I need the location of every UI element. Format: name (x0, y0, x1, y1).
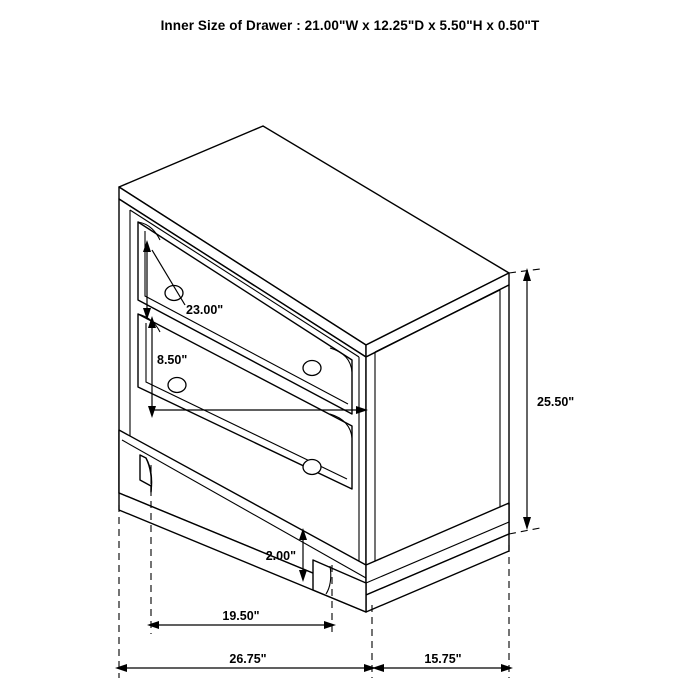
dim-1950-arrow-right (324, 621, 336, 629)
dim-2550-label: 25.50" (537, 395, 575, 409)
dim-1950-arrow-left (147, 621, 159, 629)
dim-1575-label: 15.75" (424, 652, 462, 666)
dim-2675-arrow-left (115, 664, 127, 672)
dim-2550-arrow-bottom (523, 517, 531, 530)
dim-2675-label: 26.75" (229, 652, 267, 666)
drawer-knob-bottom-right (303, 361, 321, 376)
dimension-2550 (509, 268, 574, 534)
page-title: Inner Size of Drawer : 21.00"W x 12.25"D x 5.50"H x 0.50"T (160, 18, 540, 33)
dim-1950-label: 19.50" (222, 609, 260, 623)
dim-23-label: 23.00" (186, 303, 224, 317)
dim-1575-arrow-right (501, 664, 513, 672)
dim-1575-arrow-left (372, 664, 384, 672)
drawer-knob-lower (303, 460, 321, 475)
dim-850-label: 8.50" (157, 353, 188, 367)
dim-2550-ext-top (509, 269, 540, 273)
dim-2550-ext-bottom (509, 528, 540, 534)
dim-200-label: 2.00" (265, 549, 296, 563)
cabinet-body (119, 126, 509, 612)
dim-2550-arrow-top (523, 268, 531, 281)
drawer-knob-bottom-left (168, 378, 186, 393)
